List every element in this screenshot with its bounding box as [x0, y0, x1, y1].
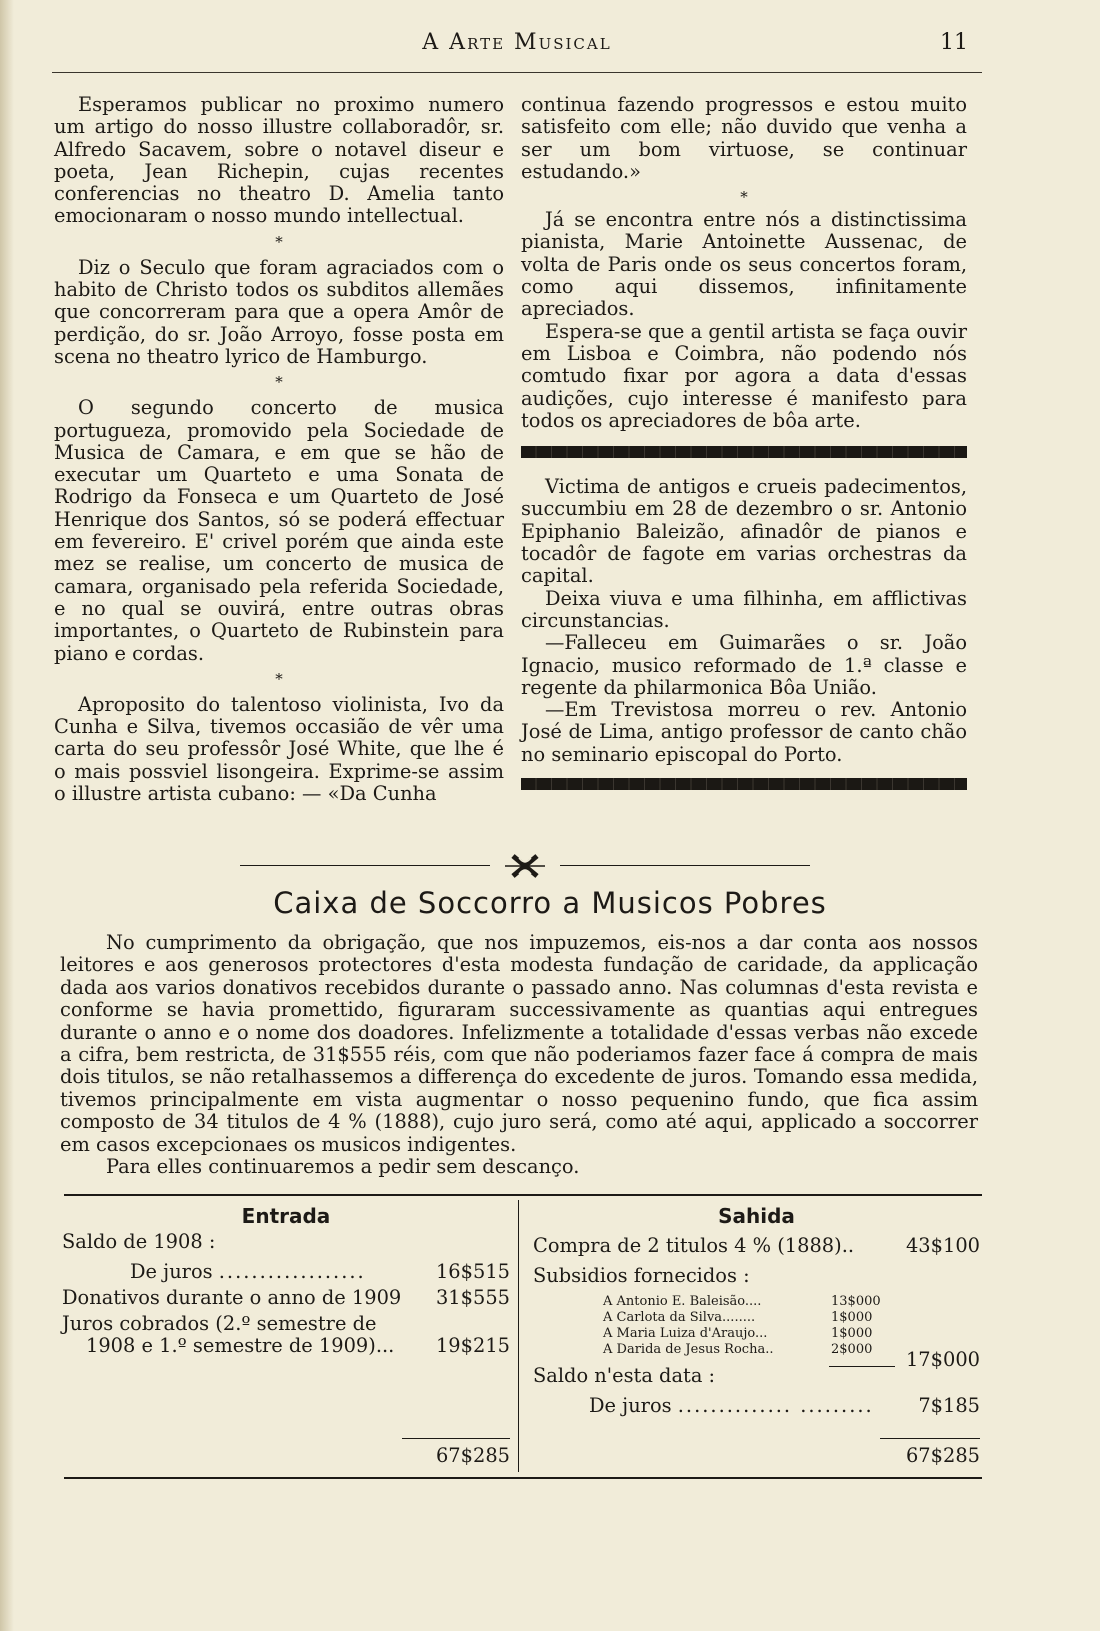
obituary-baleizao: Victima de antigos e crueis padecimentos, succumbiu em 28 de dezembro o sr. Antonio Epiphanio Baleizão, afinadôr de pianos e tocadôr de fagote em varias orchestras da capital.	[521, 475, 967, 588]
mourning-band-top	[521, 446, 967, 458]
sahida-compra-row	[533, 1234, 980, 1260]
dot-leader: .............. .........	[677, 1394, 874, 1417]
sahida-compra-label: Compra de 2 titulos 4 % (1888)..	[533, 1234, 855, 1257]
sahida-juros-label: De juros	[589, 1394, 672, 1417]
entrada-cobrados-line1: Juros cobrados (2.º semestre de	[62, 1312, 377, 1335]
sahida-subsidios-label-row	[533, 1264, 980, 1290]
obituary-trevistosa: —Em Trevistosa morreu o rev. Antonio José de Lima, antigo professor de canto chão no seminario episcopal do Porto.	[521, 698, 967, 766]
paragraph-sacavem: Esperamos publicar no proximo numero um artigo do nosso illustre collaboradôr, sr. Alfredo Sacavem, sobre o notavel diseur e poeta, Jean Richepin, cujas recentes conferencias no theatro D. Amelia tanto emocionaram o nosso mundo intellectual.	[54, 93, 504, 228]
right-column	[521, 94, 967, 808]
entrada-cobrados-row2	[62, 1334, 510, 1360]
section-paragraph-closing: Para elles continuaremos a pedir sem descanço.	[106, 1155, 580, 1179]
divider-rule-left	[240, 865, 490, 866]
obituary-viuva: Deixa viuva e uma filhinha, em afflictivas circunstancias.	[521, 586, 967, 632]
entrada-donativos-amount: 31$555	[435, 1286, 510, 1309]
sahida-juros-row	[533, 1394, 980, 1420]
ledger-divider	[518, 1200, 519, 1472]
sahida-sum-rule	[880, 1438, 980, 1439]
entrada-saldo-label: Saldo de 1908 :	[62, 1230, 216, 1253]
paragraph-continuation: continua fazendo progressos e estou muito satisfeito com elle; não duvido que venha a ser um bom virtuose, se continuar estudando.»	[521, 93, 967, 183]
entrada-cobrados-line2: 1908 e 1.º semestre de 1909)...	[86, 1334, 395, 1357]
entrada-cobrados-row1	[62, 1312, 510, 1334]
obituary-guimaraes: —Falleceu em Guimarães o sr. João Ignacio, musico reformado de 1.ª classe e regente da philarmonica Bôa União.	[521, 631, 967, 699]
ledger-top-rule	[64, 1194, 982, 1196]
header-rule	[52, 72, 982, 73]
entrada-heading: Entrada	[241, 1204, 331, 1228]
paragraph-concerto: O segundo concerto de musica portugueza, promovido pela Sociedade de Musica de Camara, e em que se hão de executar um Quarteto e uma Sonata de Rodrigo da Fonseca e um Quarteto de José Henrique dos Santos, só se poderá effectuar em fevereiro. E' crivel porém que ainda este mez se realise, um concerto de musica de camara, organisado pela referida Sociedade, e no qual se ouvirá, entre outras obras importantes, o Quarteto de Rubinstein para piano e cordas.	[54, 396, 504, 665]
entrada-total: 67$285	[435, 1444, 510, 1467]
running-header	[52, 28, 982, 62]
subsidio-row: A Carlota da Silva........ 1$000	[603, 1310, 873, 1325]
asterism-icon: *	[275, 373, 283, 392]
entrada-sum-rule	[402, 1438, 510, 1439]
sahida-compra-amount: 43$100	[905, 1234, 980, 1257]
section-paragraph: No cumprimento da obrigação, que nos impuzemos, eis-nos a dar conta aos nossos leitores e aos generosos protectores d'esta modesta fundação de caridade, da applicação dada aos varios donativos recebidos durante o passado anno. Nas columnas d'esta revista e conforme se havia promettido, figuraram successivamente as quantias aqui entregues durante o anno e o nome dos doadores. Infelizmente a totalidade d'essas verbas não excede a cifra, bem restricta, de 31$555 réis, com que não poderiamos fazer face á compra de mais dois titulos, se não retalhassemos a differença do excedente de juros. Tomando essa medida, tivemos principalmente em vista augmentar o nosso pequenino fundo, que fica assim composto de 34 titulos de 4 % (1888), cujo juro será, como até aqui, applicado a soccorrer em casos excepcionaes os musicos indigentes.	[60, 931, 978, 1156]
ledger-entrada	[62, 1204, 510, 1467]
ornament-icon	[505, 854, 545, 878]
section-body	[60, 932, 978, 1178]
dot-leader: ..................	[218, 1260, 366, 1283]
paragraph-seculo: Diz o Seculo que foram agraciados com o habito de Christo todos os subditos allemães que concorreram para que a opera Amôr de perdição, do sr. João Arroyo, fosse posta em scena no theatro lyrico de Hamburgo.	[54, 255, 504, 368]
entrada-total-row	[62, 1444, 510, 1470]
subsidio-row: A Antonio E. Baleisão.... 13$000	[603, 1294, 881, 1309]
paragraph-lisboa: Espera-se que a gentil artista se faça ouvir em Lisboa e Coimbra, não podendo nós comtudo fixar por agora a data d'essas audições, cujo interesse é manifesto para todos os apreciadores de bôa arte.	[521, 319, 967, 432]
sahida-heading: Sahida	[718, 1204, 795, 1228]
asterism-icon: *	[275, 232, 283, 251]
sahida-subsidios-total: 17$000	[905, 1348, 980, 1371]
sahida-total-row	[533, 1444, 980, 1470]
entrada-donativos-row	[62, 1286, 510, 1312]
entrada-cobrados-amount: 19$215	[435, 1334, 510, 1357]
section-title: Caixa de Soccorro a Musicos Pobres	[273, 886, 827, 920]
subsidio-row: A Darida de Jesus Rocha.. 2$000	[603, 1342, 873, 1357]
sahida-juros-amount: 7$185	[918, 1394, 980, 1417]
asterism-icon: *	[275, 669, 283, 688]
entrada-juros-label: De juros	[130, 1260, 213, 1283]
section-divider	[240, 854, 810, 878]
ledger-sahida	[533, 1204, 980, 1467]
sahida-saldo-label-row	[533, 1364, 980, 1390]
page-edge-shadow	[0, 0, 14, 1631]
journal-title: A Arte Musical	[422, 30, 612, 55]
entrada-donativos-label: Donativos durante o anno de 1909	[62, 1286, 402, 1309]
page-number: 11	[940, 30, 968, 55]
subsidio-row: A Maria Luiza d'Araujo... 1$000	[603, 1326, 873, 1341]
left-column	[54, 94, 504, 805]
sahida-saldo-label: Saldo n'esta data :	[533, 1364, 716, 1387]
entrada-juros-row	[62, 1260, 510, 1286]
paragraph-aussenac: Já se encontra entre nós a distinctissima pianista, Marie Antoinette Aussenac, de volta de Paris onde os seus concertos foram, como aqui dissemos, infinitamente apreciados.	[521, 208, 967, 321]
paragraph-violinista: Aproposito do talentoso violinista, Ivo da Cunha e Silva, tivemos occasião de vêr uma carta do seu professôr José White, que lhe é o mais possviel lisongeira. Exprime-se assim o illustre artista cubano: — «Da Cunha	[54, 692, 504, 806]
asterism-icon: *	[740, 188, 748, 207]
sahida-subsidios-label: Subsidios fornecidos :	[533, 1264, 750, 1287]
mourning-band-bottom	[521, 778, 967, 790]
entrada-juros-amount: 16$515	[435, 1260, 510, 1283]
ledger-bottom-rule	[64, 1477, 982, 1479]
divider-rule-right	[560, 865, 810, 866]
sahida-total: 67$285	[905, 1444, 980, 1467]
